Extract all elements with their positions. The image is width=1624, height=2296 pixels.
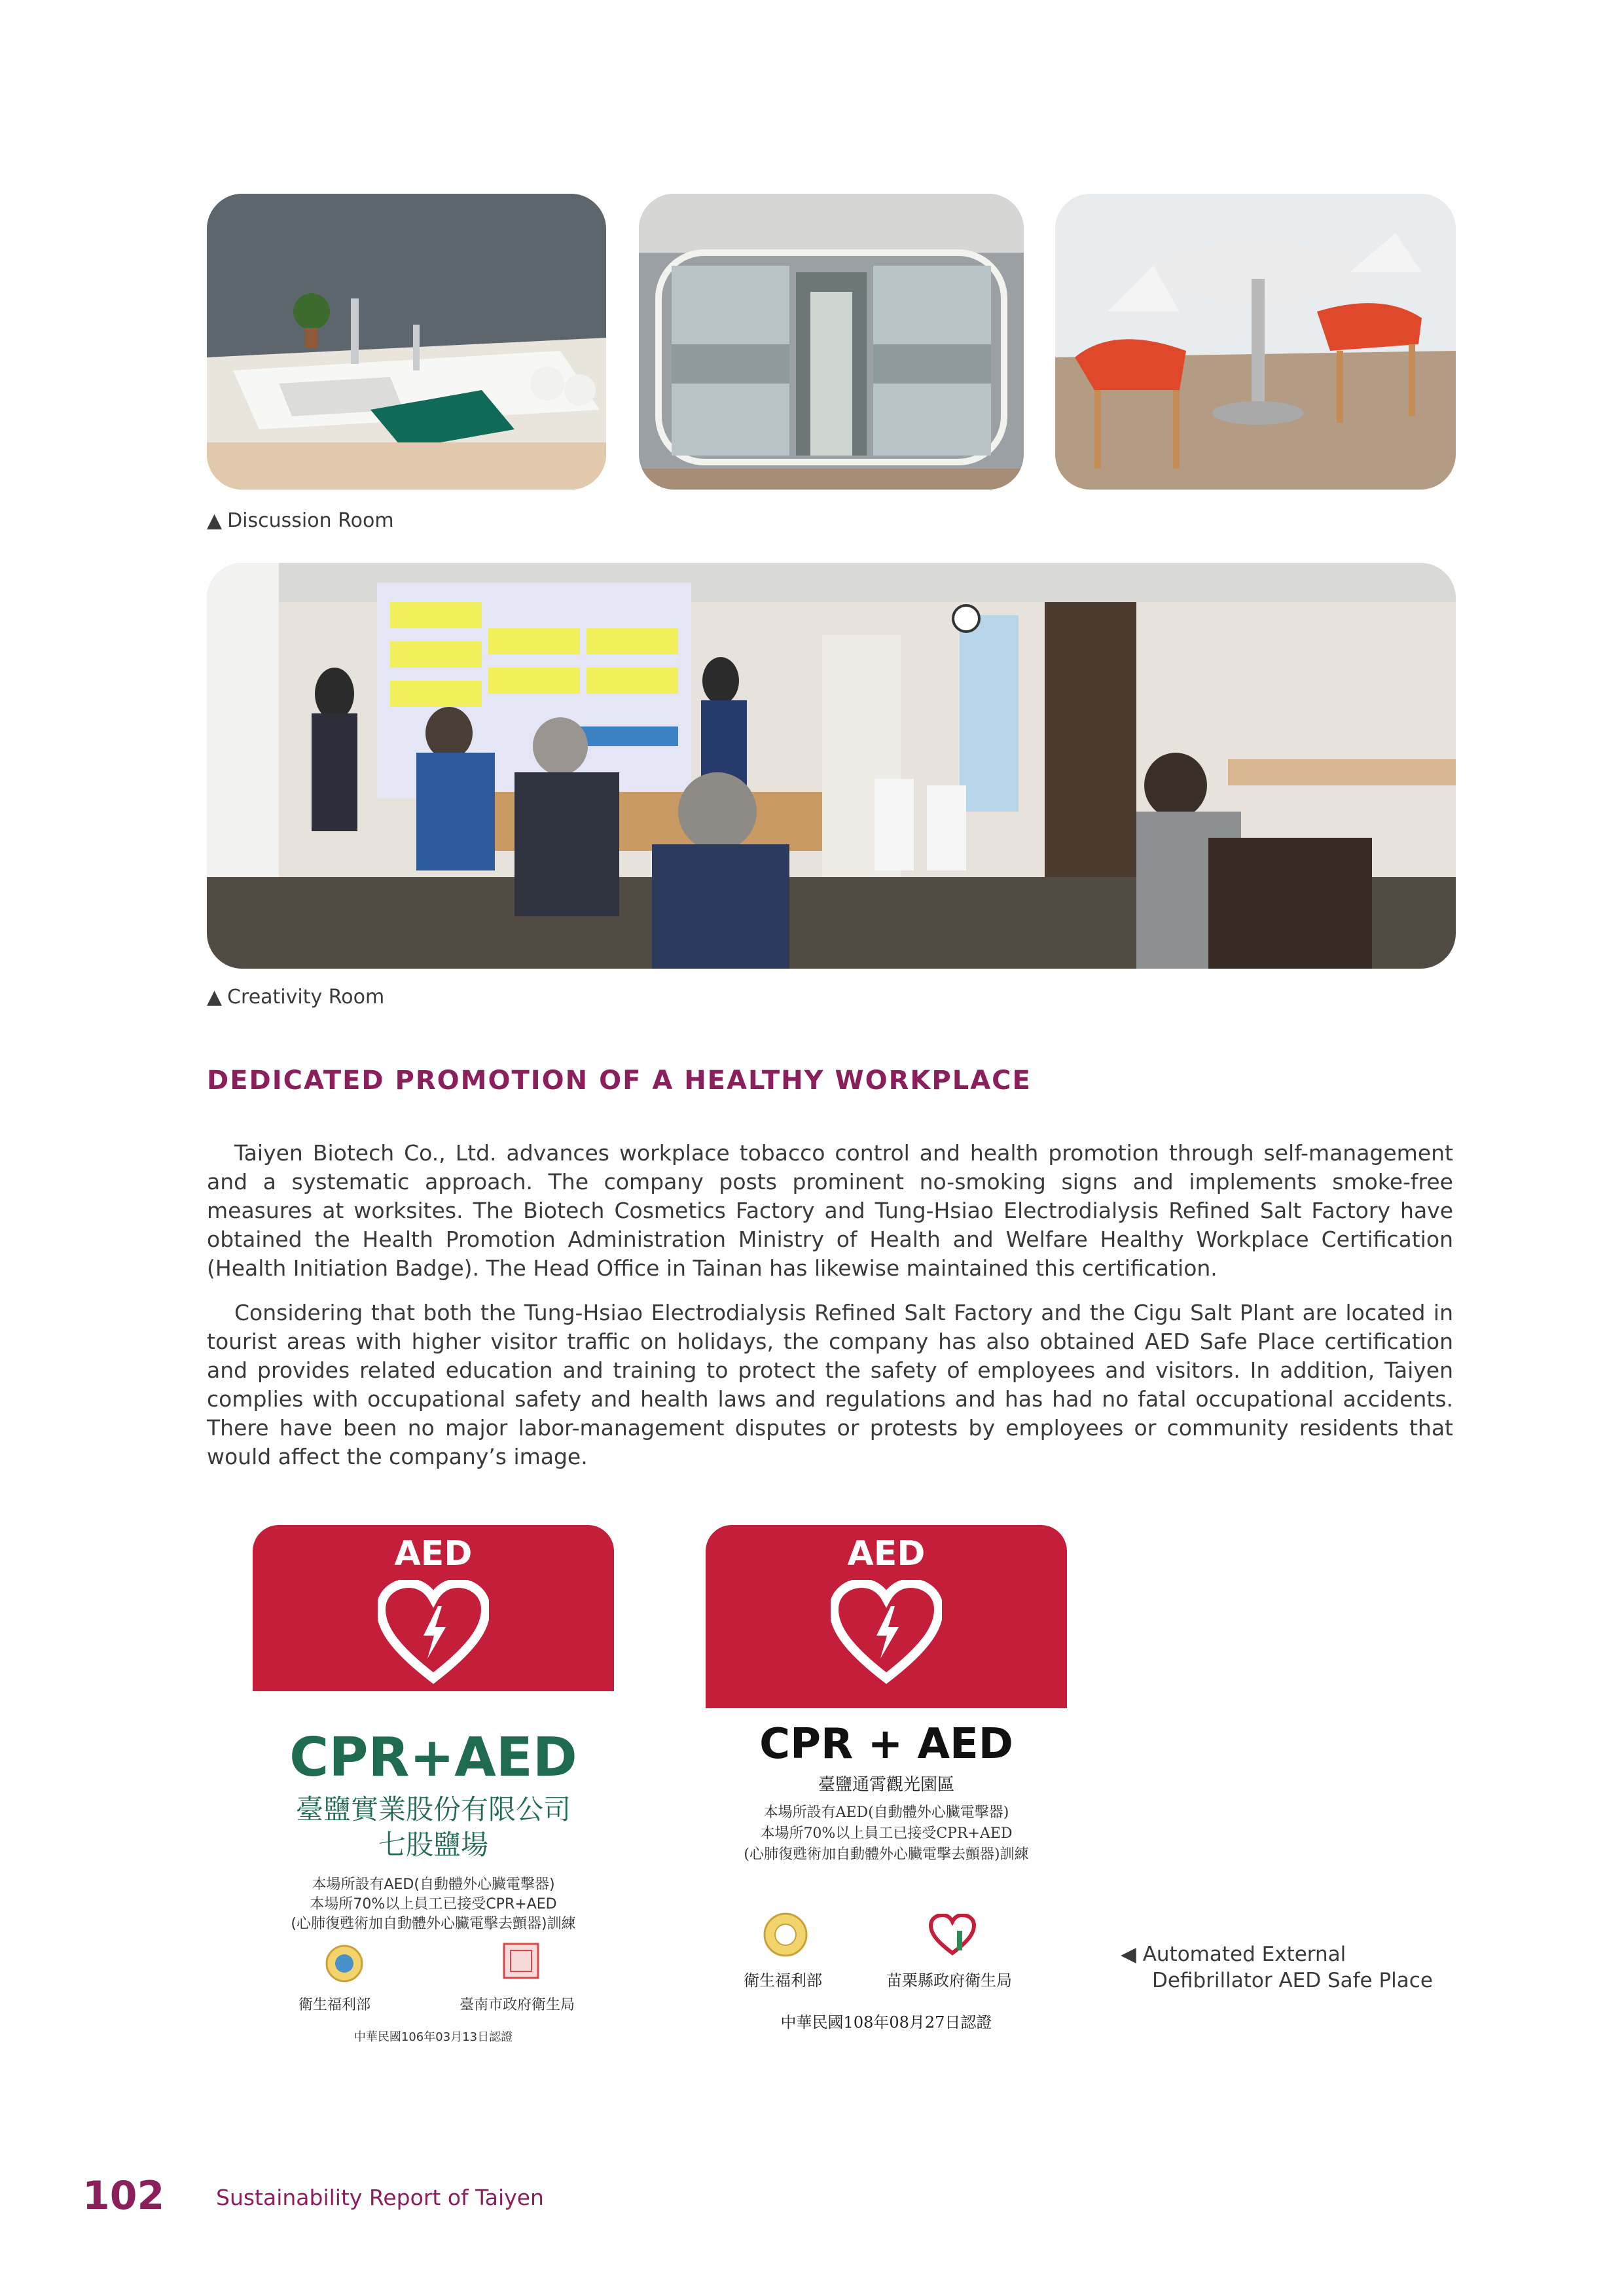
certification-date: 中華民國106年03月13日認證: [353, 2030, 513, 2044]
aed-banner: [253, 1525, 614, 1691]
certificate-note-2: 本場所70%以上員工已接受CPR+AED: [310, 1896, 557, 1912]
certificate-note-1: 本場所設有AED(自動體外心臟電擊器): [763, 1804, 1009, 1821]
aed-certificate-qigu: [253, 1525, 614, 2049]
aed-label: AED: [394, 1534, 473, 1573]
aed-safe-place-caption: ◀ Automated External Defibrillator AED Safe Place: [1121, 1943, 1433, 1992]
report-title: Sustainability Report of Taiyen: [216, 2185, 544, 2210]
discussion-room-caption: ▲ Discussion Room: [207, 509, 394, 532]
cpr-aed-headline: CPR + AED: [759, 1720, 1013, 1768]
issuer-right: 臺南市政府衛生局: [460, 1997, 575, 2013]
heart-lightning-icon: [831, 1580, 942, 1685]
page-number: 102: [82, 2173, 165, 2219]
triangle-left-icon: ◀: [1121, 1943, 1136, 1966]
creativity-room-caption: ▲ Creativity Room: [207, 986, 385, 1009]
triangle-up-icon: ▲: [207, 986, 223, 1009]
aed-certificate-tongxiao: [706, 1525, 1067, 2042]
organization-name: 臺鹽實業股份有限公司: [295, 1793, 571, 1825]
health-bureau-stamp-icon: [501, 1941, 541, 1981]
discussion-room-photo-chairs: [1055, 194, 1456, 490]
discussion-room-photo-corridor: [639, 194, 1024, 490]
cpr-aed-headline: CPR+AED: [289, 1727, 577, 1789]
organization-name: 臺鹽通霄觀光園區: [818, 1775, 954, 1795]
certificate-note-3: (心肺復甦術加自動體外心臟電擊去顫器)訓練: [744, 1846, 1029, 1863]
issuer-left: 衛生福利部: [298, 1997, 371, 2013]
aed-banner: [706, 1525, 1067, 1708]
health-bureau-logo-icon: [928, 1914, 977, 1957]
ministry-seal-icon: [325, 1944, 364, 1983]
discussion-room-photo-sink: [207, 194, 606, 490]
body-paragraph-2: Considering that both the Tung-Hsiao Electrodialysis Refined Salt Factory and the Cigu Salt Plant are located in tourist areas with higher visitor traffic on holidays, the company has also obtained AED Safe Place certification and provides related education and training to protect the safety of employees and visitors. In addition, Taiyen complies with occupational safety and health laws and regulations and has had no fatal occupational accidents. There have been no major labor-management disputes or protests by employees or community residents that would affect the company’s image.: [207, 1300, 1453, 1469]
heart-lightning-icon: [378, 1580, 489, 1685]
triangle-up-icon: ▲: [207, 509, 223, 532]
issuer-right: 苗栗縣政府衛生局: [886, 1971, 1012, 1990]
certification-date: 中華民國108年08月27日認證: [780, 2013, 992, 2032]
body-paragraph-1: Taiyen Biotech Co., Ltd. advances workplace tobacco control and health promotion through self-management and a systematic approach. The company posts prominent no-smoking signs and implements smoke-free measures at worksites. The Biotech Cosmetics Factory and Tung-Hsiao Electrodialysis Refined Salt Factory have obtained the Health Promotion Administration Ministry of Health and Welfare Healthy Workplace Certification (Health Initiation Badge). The Head Office in Tainan has likewise maintained this certification.: [207, 1140, 1453, 1281]
organization-site: 七股鹽場: [378, 1829, 488, 1861]
aed-label: AED: [847, 1534, 926, 1573]
issuer-left: 衛生福利部: [744, 1971, 822, 1990]
ministry-seal-icon: [762, 1911, 809, 1958]
creativity-room-photo: [207, 563, 1456, 969]
certificate-note-3: (心肺復甦術加自動體外心臟電擊去顫器)訓練: [291, 1916, 576, 1932]
certificate-note-1: 本場所設有AED(自動體外心臟電擊器): [312, 1876, 555, 1893]
certificate-note-2: 本場所70%以上員工已接受CPR+AED: [760, 1825, 1013, 1842]
section-title: DEDICATED PROMOTION OF A HEALTHY WORKPLACE: [207, 1066, 1032, 1096]
